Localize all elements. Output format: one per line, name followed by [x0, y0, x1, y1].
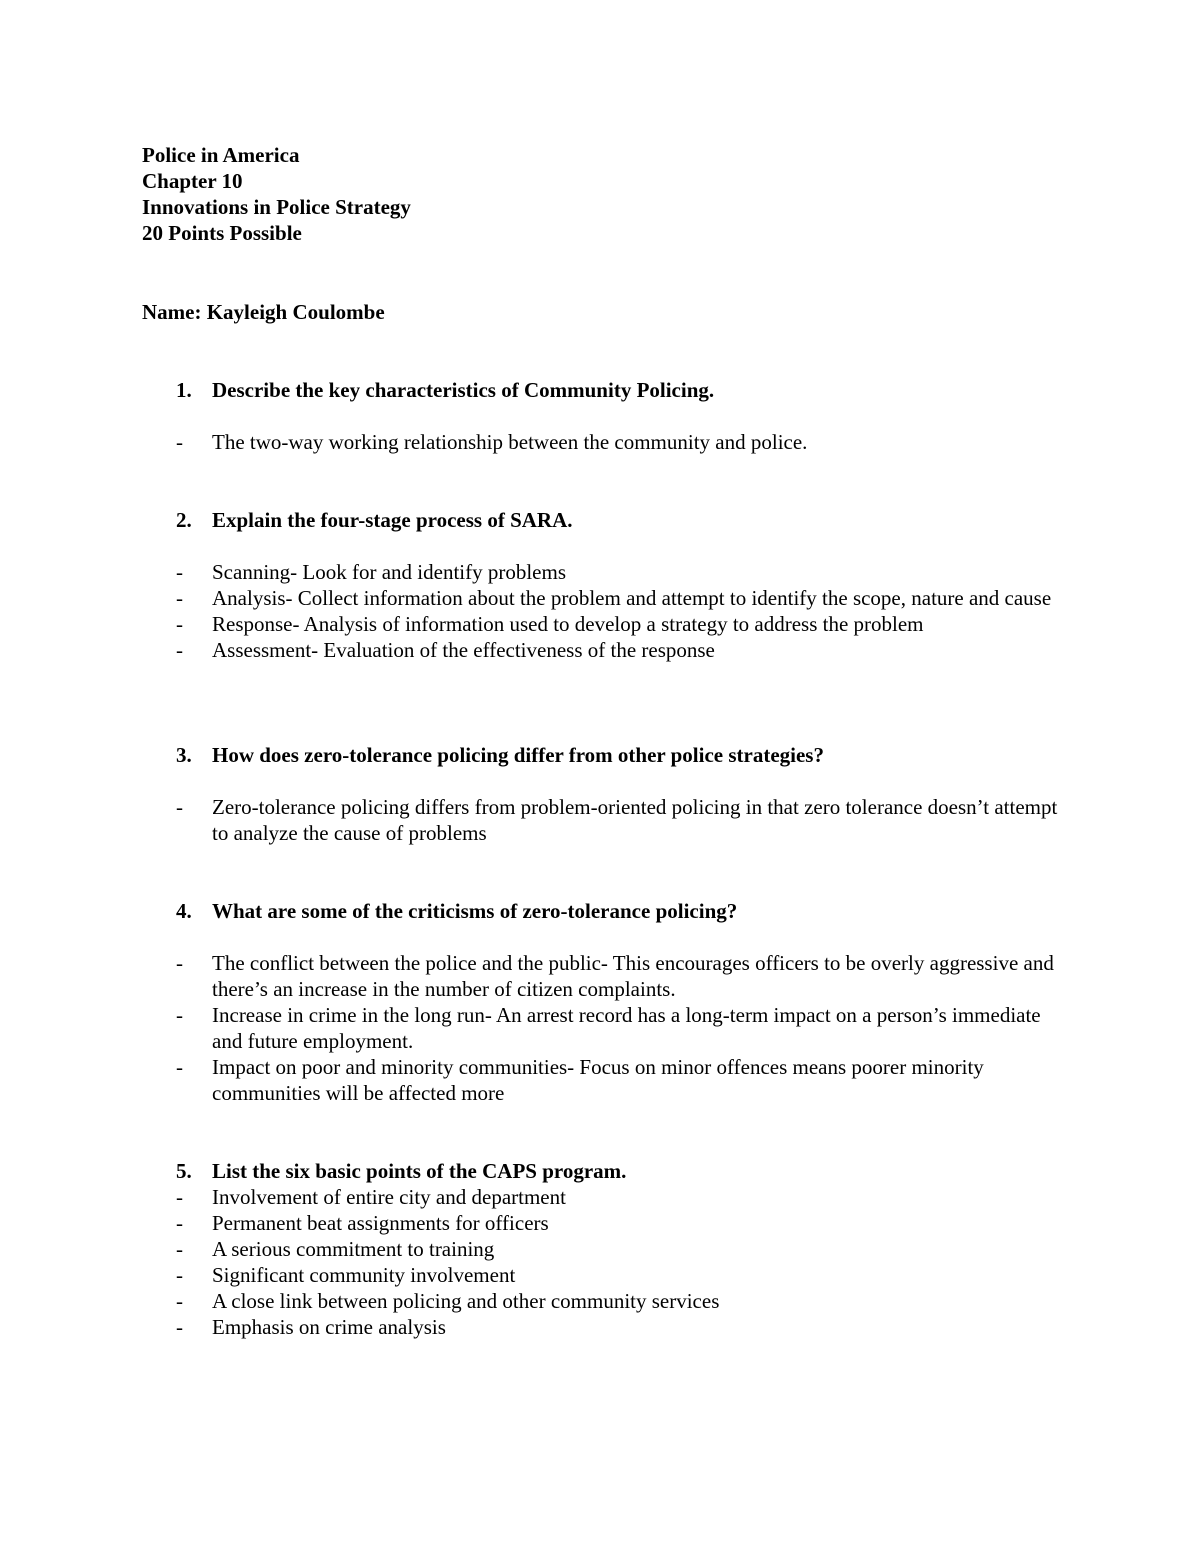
answer-text: Scanning- Look for and identify problems [212, 560, 567, 584]
chapter-topic: Innovations in Police Strategy [142, 195, 411, 219]
answer-text: Impact on poor and minority communities- Focus on minor offences means poorer minority communities will be affected more [212, 1055, 984, 1105]
bullet-dash: - [176, 1237, 183, 1261]
question-2 [142, 507, 1072, 663]
question-title [142, 742, 1072, 768]
question-number: 4. [176, 899, 192, 923]
answer-item [142, 559, 1072, 585]
answer-text: Increase in crime in the long run- An arrest record has a long-term impact on a person’s immediate and future employment. [212, 1003, 1041, 1053]
answer-text: Response- Analysis of information used to develop a strategy to address the problem [212, 612, 924, 636]
answer-list [142, 559, 1072, 663]
question-text: Explain the four-stage process of SARA. [212, 508, 573, 532]
answer-item [142, 637, 1072, 663]
answer-text: Involvement of entire city and department [212, 1185, 566, 1209]
answer-text: The conflict between the police and the public- This encourages officers to be overly aggressive and there’s an increase in the number of citizen complaints. [212, 951, 1054, 1001]
question-text: Describe the key characteristics of Community Policing. [212, 378, 715, 402]
bullet-dash: - [176, 560, 183, 584]
question-title [142, 898, 1072, 924]
question-3 [142, 742, 1072, 846]
bullet-dash: - [176, 638, 183, 662]
answer-item [142, 1314, 1072, 1340]
answer-text: A serious commitment to training [212, 1237, 495, 1261]
question-text: How does zero-tolerance policing differ from other police strategies? [212, 743, 824, 767]
bullet-dash: - [176, 586, 183, 610]
bullet-dash: - [176, 951, 183, 975]
answer-item [142, 611, 1072, 637]
bullet-dash: - [176, 1055, 183, 1079]
bullet-dash: - [176, 1003, 183, 1027]
question-title [142, 507, 1072, 533]
bullet-dash: - [176, 795, 183, 819]
answer-text: The two-way working relationship between the community and police. [212, 430, 808, 454]
document-header [142, 142, 411, 246]
answer-list [142, 1184, 1072, 1340]
bullet-dash: - [176, 1185, 183, 1209]
answer-item [142, 1210, 1072, 1236]
answer-item [142, 1262, 1072, 1288]
answer-text: A close link between policing and other community services [212, 1289, 720, 1313]
question-title [142, 377, 1072, 403]
bullet-dash: - [176, 612, 183, 636]
answer-text: Zero-tolerance policing differs from problem-oriented policing in that zero tolerance doesn’t attempt to analyze the cause of problems [212, 795, 1058, 845]
bullet-dash: - [176, 1211, 183, 1235]
answer-text: Assessment- Evaluation of the effectiveness of the response [212, 638, 715, 662]
answer-item [142, 1054, 1072, 1106]
question-number: 5. [176, 1159, 192, 1183]
points-possible: 20 Points Possible [142, 221, 302, 245]
answer-item [142, 794, 1072, 846]
answer-item [142, 950, 1072, 1002]
answer-text: Significant community involvement [212, 1263, 516, 1287]
answer-text: Permanent beat assignments for officers [212, 1211, 549, 1235]
course-title: Police in America [142, 143, 300, 167]
bullet-dash: - [176, 1315, 183, 1339]
chapter-label: Chapter 10 [142, 169, 243, 193]
answer-text: Emphasis on crime analysis [212, 1315, 446, 1339]
student-name: Name: Kayleigh Coulombe [142, 300, 385, 324]
question-number: 2. [176, 508, 192, 532]
question-number: 1. [176, 378, 192, 402]
answer-list [142, 429, 1072, 455]
bullet-dash: - [176, 1263, 183, 1287]
answer-item [142, 1002, 1072, 1054]
bullet-dash: - [176, 1289, 183, 1313]
answer-item [142, 1288, 1072, 1314]
answer-text: Analysis- Collect information about the problem and attempt to identify the scope, nature and cause [212, 586, 1052, 610]
question-1 [142, 377, 1072, 455]
question-title [142, 1158, 1072, 1184]
answer-item [142, 1184, 1072, 1210]
answer-item [142, 429, 1072, 455]
answer-item [142, 1236, 1072, 1262]
question-5 [142, 1158, 1072, 1340]
question-text: What are some of the criticisms of zero-tolerance policing? [212, 899, 738, 923]
answer-item [142, 585, 1072, 611]
question-text: List the six basic points of the CAPS program. [212, 1159, 627, 1183]
answer-list [142, 950, 1072, 1106]
bullet-dash: - [176, 430, 183, 454]
question-number: 3. [176, 743, 192, 767]
answer-list [142, 794, 1072, 846]
question-4 [142, 898, 1072, 1106]
